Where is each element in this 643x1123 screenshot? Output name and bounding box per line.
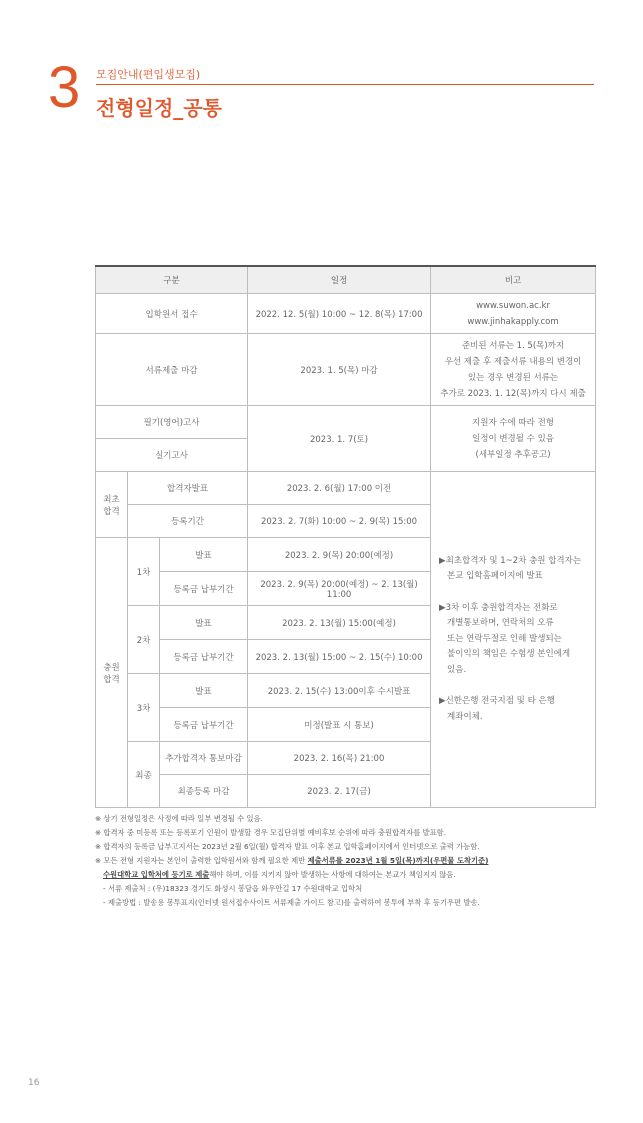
row-schedule: 2023. 1. 5(목) 마감 xyxy=(248,334,431,406)
row-label: 등록기간 xyxy=(128,505,248,538)
footnote-emphasis: 수원대학교 입학처에 등기로 제출 xyxy=(103,870,210,879)
row-schedule: 2023. 2. 6(월) 17:00 이전 xyxy=(248,472,431,505)
header-divider xyxy=(96,84,594,85)
row-label: 실기고사 xyxy=(96,439,248,472)
side-notes xyxy=(431,472,596,808)
row-schedule: 2023. 2. 7(화) 10:00 ~ 2. 9(목) 15:00 xyxy=(248,505,431,538)
row-label: 추가합격자 통보마감 xyxy=(160,742,248,775)
row-label: 서류제출 마감 xyxy=(96,334,248,406)
row-schedule: 2023. 2. 9(목) 20:00(예정) ~ 2. 13(월) 11:00 xyxy=(248,572,431,606)
row-schedule: 2023. 1. 7(토) xyxy=(248,406,431,472)
section-subtitle: 모집안내(편입생모집) xyxy=(96,68,201,81)
note-line: 우선 제출 후 제출서류 내용의 변경이 xyxy=(444,356,582,367)
row-label: 발표 xyxy=(160,606,248,640)
round-label: 2차 xyxy=(128,606,160,674)
header-category: 구분 xyxy=(96,266,248,294)
note-line: 추가로 2023. 1. 12(목)까지 다시 제출 xyxy=(440,388,586,399)
row-schedule: 2023. 2. 9(목) 20:00(예정) xyxy=(248,538,431,572)
row-label: 등록금 납부기간 xyxy=(160,640,248,674)
note-line: www.jinhakapply.com xyxy=(467,316,559,327)
row-label: 필기(영어)고사 xyxy=(96,406,248,439)
footnote: ※ 합격자의 등록금 납부고지서는 2023년 2월 6일(월) 합격자 발표 이후 본교 입학홈페이지에서 인터넷으로 출력 가능함. xyxy=(95,842,480,851)
section-number: 3 xyxy=(48,55,81,120)
schedule-table xyxy=(95,265,596,808)
note-line: (세부일정 추후공고) xyxy=(475,449,551,460)
row-label: 등록금 납부기간 xyxy=(160,572,248,606)
note-line: 일정이 변경될 수 있음 xyxy=(472,433,555,444)
table-row xyxy=(96,334,596,406)
row-schedule: 2023. 2. 15(수) 13:00이후 수시발표 xyxy=(248,674,431,708)
side-note: ▶3차 이후 충원합격자는 전화로 개별통보하며, 연락처의 오류 또는 연락두절로 인해 발생되는 불이익의 책임은 수험생 본인에게 있음. xyxy=(439,602,571,675)
footnote: - 제출방법 : 발송용 봉투표지(인터넷 원서접수사이트 서류제출 가이드 참고)를 출력하여 봉투에 부착 후 등기우편 발송. xyxy=(103,898,480,907)
row-label: 합격자발표 xyxy=(128,472,248,505)
table-row xyxy=(96,406,596,439)
row-note xyxy=(431,294,596,334)
footnote-emphasis: 제출서류를 2023년 1월 5일(목)까지(우편물 도착기준) xyxy=(307,856,489,865)
table-row xyxy=(96,294,596,334)
note-line: 지원자 수에 따라 전형 xyxy=(472,417,555,428)
note-line: www.suwon.ac.kr xyxy=(476,300,550,311)
row-label: 발표 xyxy=(160,538,248,572)
side-note: ▶최초합격자 및 1~2차 충원 합격자는 본교 입학홈페이지에 발표 xyxy=(439,555,582,582)
row-schedule: 2023. 2. 13(월) 15:00(예정) xyxy=(248,606,431,640)
row-note xyxy=(431,406,596,472)
header-schedule: 일정 xyxy=(248,266,431,294)
group-label-final: 최초 합격 xyxy=(96,472,128,538)
table-header-row xyxy=(96,266,596,294)
row-label: 입학원서 접수 xyxy=(96,294,248,334)
round-label: 1차 xyxy=(128,538,160,606)
row-schedule: 2022. 12. 5(월) 10:00 ~ 12. 8(목) 17:00 xyxy=(248,294,431,334)
row-schedule: 2023. 2. 16(목) 21:00 xyxy=(248,742,431,775)
side-note: ▶신한은행 전국지점 및 타 은행 계좌이체. xyxy=(439,696,555,722)
row-schedule: 미정(발표 시 통보) xyxy=(248,708,431,742)
page-number: 16 xyxy=(28,1078,40,1088)
footnote: 수원대학교 입학처에 등기로 제출해야 하며, 이를 지키지 않아 발생하는 사항에 대하여는 본교가 책임지지 않음. xyxy=(103,870,456,879)
row-label: 최종등록 마감 xyxy=(160,775,248,808)
row-label: 등록금 납부기간 xyxy=(160,708,248,742)
footnote: ※ 상기 전형일정은 사정에 따라 일부 변경될 수 있음. xyxy=(95,814,263,823)
footnote: ※ 합격자 중 미등록 또는 등록포기 인원이 발생할 경우 모집단위별 예비후보 순위에 따라 충원합격자를 발표함. xyxy=(95,828,447,837)
round-label: 최종 xyxy=(128,742,160,808)
table-row xyxy=(96,472,596,505)
round-label: 3차 xyxy=(128,674,160,742)
row-schedule: 2023. 2. 17(금) xyxy=(248,775,431,808)
note-line: 준비된 서류는 1. 5(목)까지 xyxy=(461,340,565,351)
page-title: 전형일정_공통 xyxy=(96,96,222,120)
row-schedule: 2023. 2. 13(월) 15:00 ~ 2. 15(수) 10:00 xyxy=(248,640,431,674)
note-line: 있는 경우 변경된 서류는 xyxy=(467,372,559,383)
header-note: 비고 xyxy=(431,266,596,294)
group-label-additional: 충원 합격 xyxy=(96,538,128,808)
footnotes xyxy=(95,812,595,910)
row-label: 발표 xyxy=(160,674,248,708)
footnote: ※ 모든 전형 지원자는 본인이 출력한 입학원서와 함께 필요한 제반 제출서류를 2023년 1월 5일(목)까지(우편물 도착기준) xyxy=(95,856,489,865)
footnote: - 서류 제출처 : (우)18323 경기도 화성시 봉담읍 와우안길 17 수원대학교 입학처 xyxy=(103,884,363,893)
row-note xyxy=(431,334,596,406)
